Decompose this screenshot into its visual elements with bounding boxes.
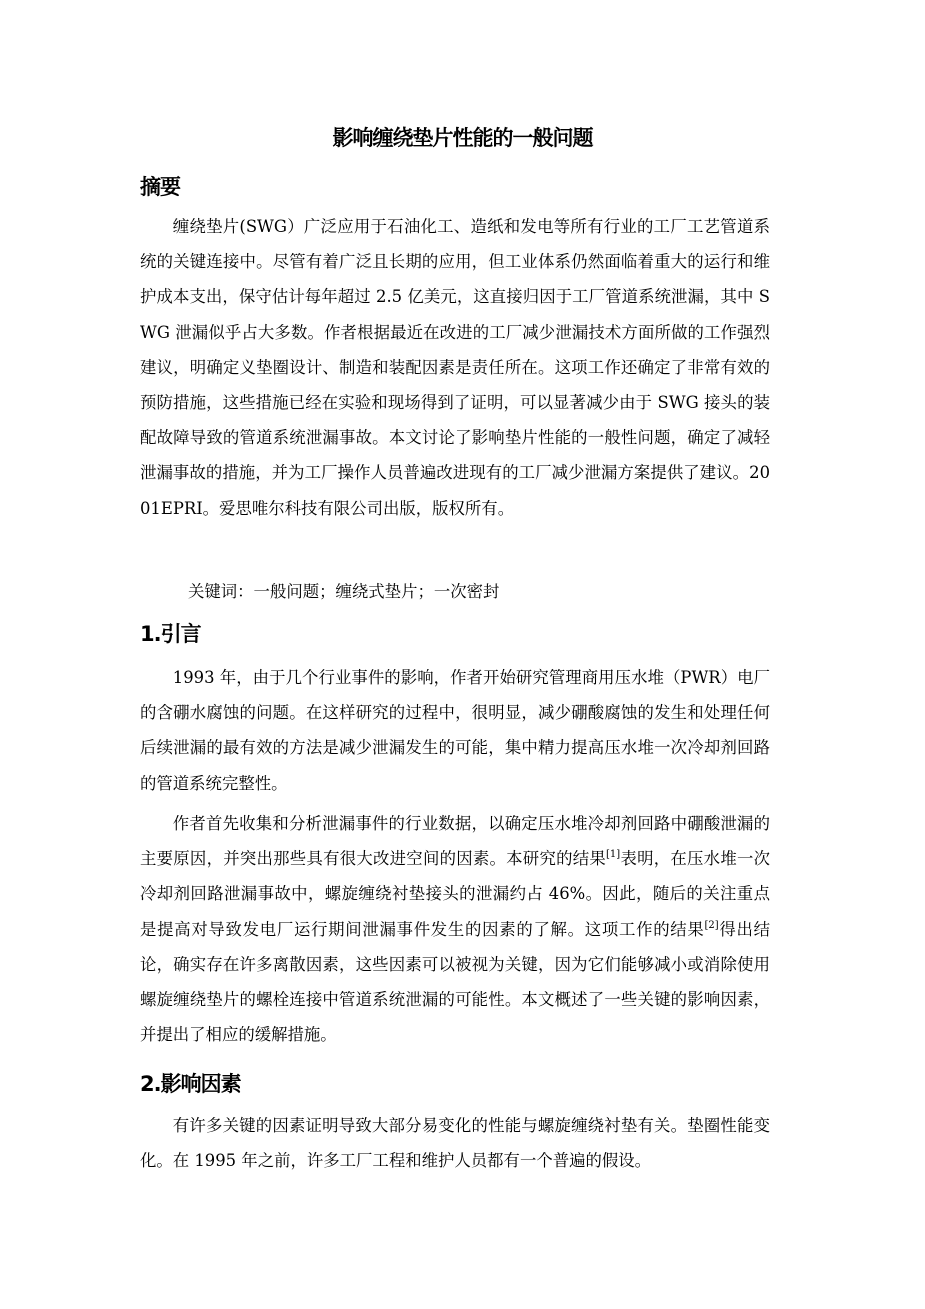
document-title: 影响缠绕垫片性能的一般问题	[332, 126, 593, 150]
paragraph-text: 得出结论，确实存在许多离散因素，这些因素可以被视为关键，因为它们能够减小或消除使用螺旋缠绕垫片的螺栓连接中管道系统泄漏的可能性。本文概述了一些关键的影响因素，并提出了相应的缓解措施。	[140, 919, 771, 1045]
section-2-heading: 2.影响因素	[140, 1072, 241, 1096]
citation-ref-2: [2]	[704, 919, 719, 931]
section-2-paragraph-1: 有许多关键的因素证明导致大部分易变化的性能与螺旋缠绕衬垫有关。垫圈性能变化。在 1995 年之前，许多工厂工程和维护人员都有一个普遍的假设。	[140, 1116, 770, 1171]
section-1-heading: 1.引言	[140, 622, 201, 646]
citation-ref-1: [1]	[606, 849, 621, 861]
abstract-paragraph: 缠绕垫片(SWG）广泛应用于石油化工、造纸和发电等所有行业的工厂工艺管道系统的关键连接中。尽管有着广泛且长期的应用，但工业体系仍然面临着重大的运行和维护成本支出，保守估计每年超过 2.5 亿美元，这直接归因于工厂管道系统泄漏，其中 SWG 泄漏似乎占大多数。作者根据最近在改进的工厂减少泄漏技术方面所做的工作强烈建议，明确定义垫圈设计、制造和装配因素是责任所在。这项工作还确定了非常有效的预防措施，这些措施已经在实验和现场得到了证明，可以显著减少由于 SWG 接头的装配故障导致的管道系统泄漏事故。本文讨论了影响垫片性能的一般性问题，确定了减轻泄漏事故的措施，并为工厂操作人员普遍改进现有的工厂减少泄漏方案提供了建议。2001EPRI。爱思唯尔科技有限公司出版，版权所有。	[140, 217, 770, 518]
keywords-line: 关键词：一般问题；缠绕式垫片；一次密封	[188, 582, 500, 601]
abstract-heading: 摘要	[140, 175, 180, 199]
section-1-paragraph-2	[140, 806, 770, 1052]
paragraph-text: 表明，在压水堆一次冷却剂回路泄漏事故中，螺旋缠绕衬垫接头的泄漏约占 46%。因此，随后的关注重点是提高对导致发电厂运行期间泄漏事件发生的因素的了解。这项工作的结果	[140, 849, 770, 939]
section-1-paragraph-1: 1993 年，由于几个行业事件的影响，作者开始研究管理商用压水堆（PWR）电厂的含硼水腐蚀的问题。在这样研究的过程中，很明显，减少硼酸腐蚀的发生和处理任何后续泄漏的最有效的方法是减少泄漏发生的可能，集中精力提高压水堆一次冷却剂回路的管道系统完整性。	[140, 668, 770, 793]
paragraph-text: 作者首先收集和分析泄漏事件的行业数据，以确定压水堆冷却剂回路中硼酸泄漏的主要原因，并突出那些具有很大改进空间的因素。本研究的结果	[140, 814, 770, 869]
